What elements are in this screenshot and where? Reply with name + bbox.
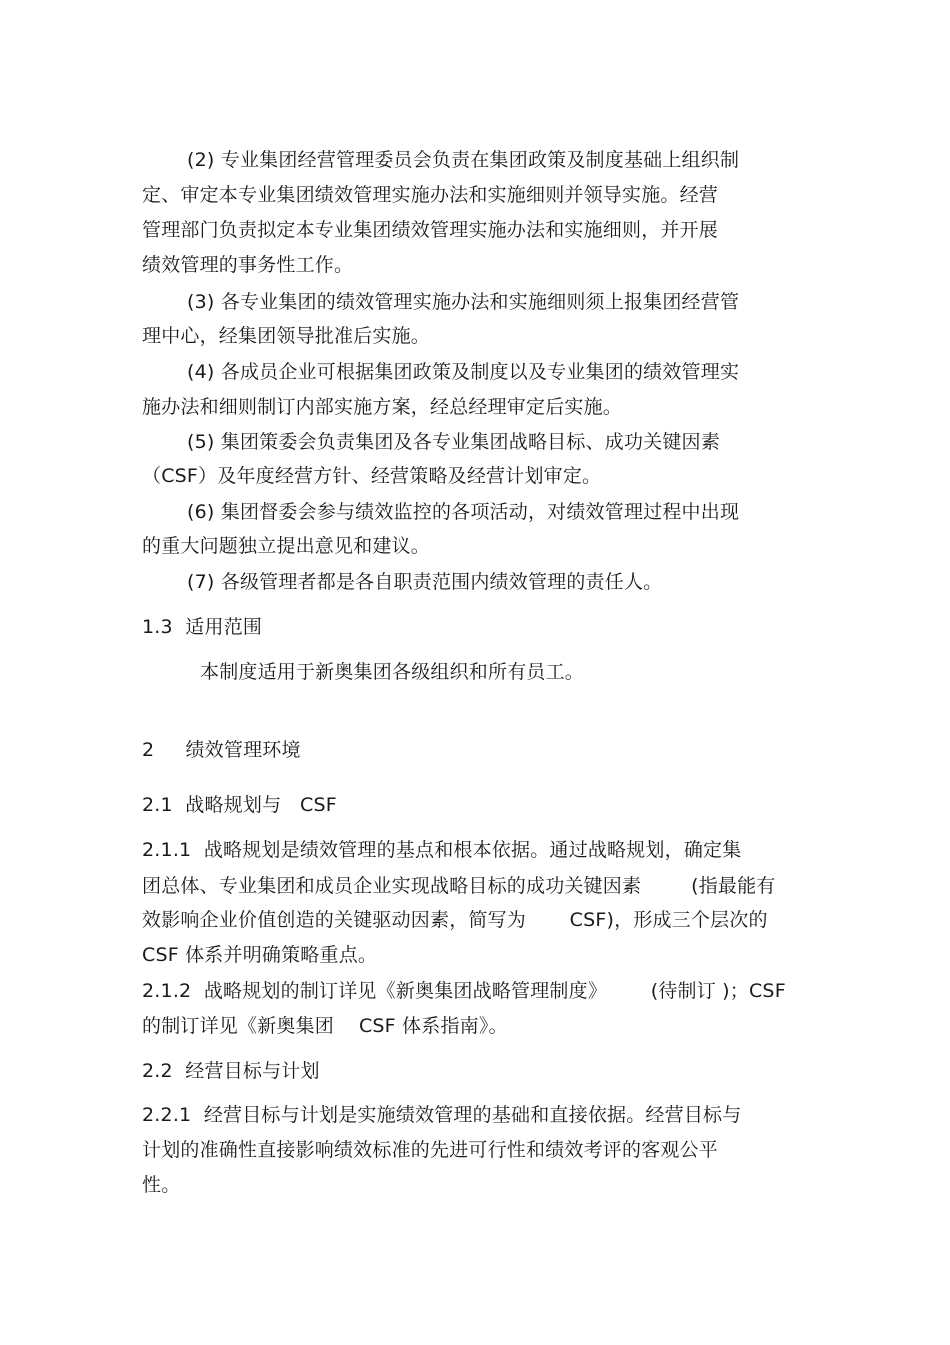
section-heading-2-1: 2.1 战略规划与 CSF xyxy=(142,794,337,816)
paragraph-line: 定、审定本专业集团绩效管理实施办法和实施细则并领导实施。经营 xyxy=(142,184,719,206)
paragraph-line: （CSF）及年度经营方针、经营策略及经营计划审定。 xyxy=(142,465,602,487)
paragraph-line: 绩效管理的事务性工作。 xyxy=(142,254,354,276)
paragraph-line: 2.1.1 战略规划是绩效管理的基点和根本依据。通过战略规划，确定集 xyxy=(142,839,742,861)
paragraph-line: (5) 集团策委会负责集团及各专业集团战略目标、成功关键因素 xyxy=(187,431,720,453)
paragraph-line: 团总体、专业集团和成员企业实现战略目标的成功关键因素 (指最能有 xyxy=(142,875,776,897)
paragraph-line: (4) 各成员企业可根据集团政策及制度以及专业集团的绩效管理实 xyxy=(187,361,740,383)
section-heading-2: 2 绩效管理环境 xyxy=(142,739,301,761)
paragraph-line: (6) 集团督委会参与绩效监控的各项活动，对绩效管理过程中出现 xyxy=(187,501,740,523)
section-heading-2-2: 2.2 经营目标与计划 xyxy=(142,1060,320,1082)
paragraph-line: (2) 专业集团经营管理委员会负责在集团政策及制度基础上组织制 xyxy=(187,149,740,171)
paragraph-line: 性。 xyxy=(142,1174,181,1196)
paragraph-line: 2.2.1 经营目标与计划是实施绩效管理的基础和直接依据。经营目标与 xyxy=(142,1104,742,1126)
paragraph-line: (3) 各专业集团的绩效管理实施办法和实施细则须上报集团经营管 xyxy=(187,291,740,313)
paragraph-line: 施办法和细则制订内部实施方案，经总经理审定后实施。 xyxy=(142,396,623,418)
paragraph-line: 管理部门负责拟定本专业集团绩效管理实施办法和实施细则，并开展 xyxy=(142,219,719,241)
paragraph-line: (7) 各级管理者都是各自职责范围内绩效管理的责任人。 xyxy=(187,571,663,593)
paragraph-line: 的制订详见《新奥集团 CSF 体系指南》。 xyxy=(142,1015,508,1037)
paragraph-line: 理中心，经集团领导批准后实施。 xyxy=(142,325,431,347)
section-heading-1-3: 1.3 适用范围 xyxy=(142,616,263,638)
paragraph-line: 本制度适用于新奥集团各级组织和所有员工。 xyxy=(200,661,585,683)
paragraph-line: 2.1.2 战略规划的制订详见《新奥集团战略管理制度》 (待制订 )；CSF xyxy=(142,980,786,1002)
paragraph-line: 的重大问题独立提出意见和建议。 xyxy=(142,535,431,557)
paragraph-line: CSF 体系并明确策略重点。 xyxy=(142,944,378,966)
paragraph-line: 计划的准确性直接影响绩效标准的先进可行性和绩效考评的客观公平 xyxy=(142,1139,719,1161)
paragraph-line: 效影响企业价值创造的关键驱动因素，简写为 CSF)，形成三个层次的 xyxy=(142,909,768,931)
